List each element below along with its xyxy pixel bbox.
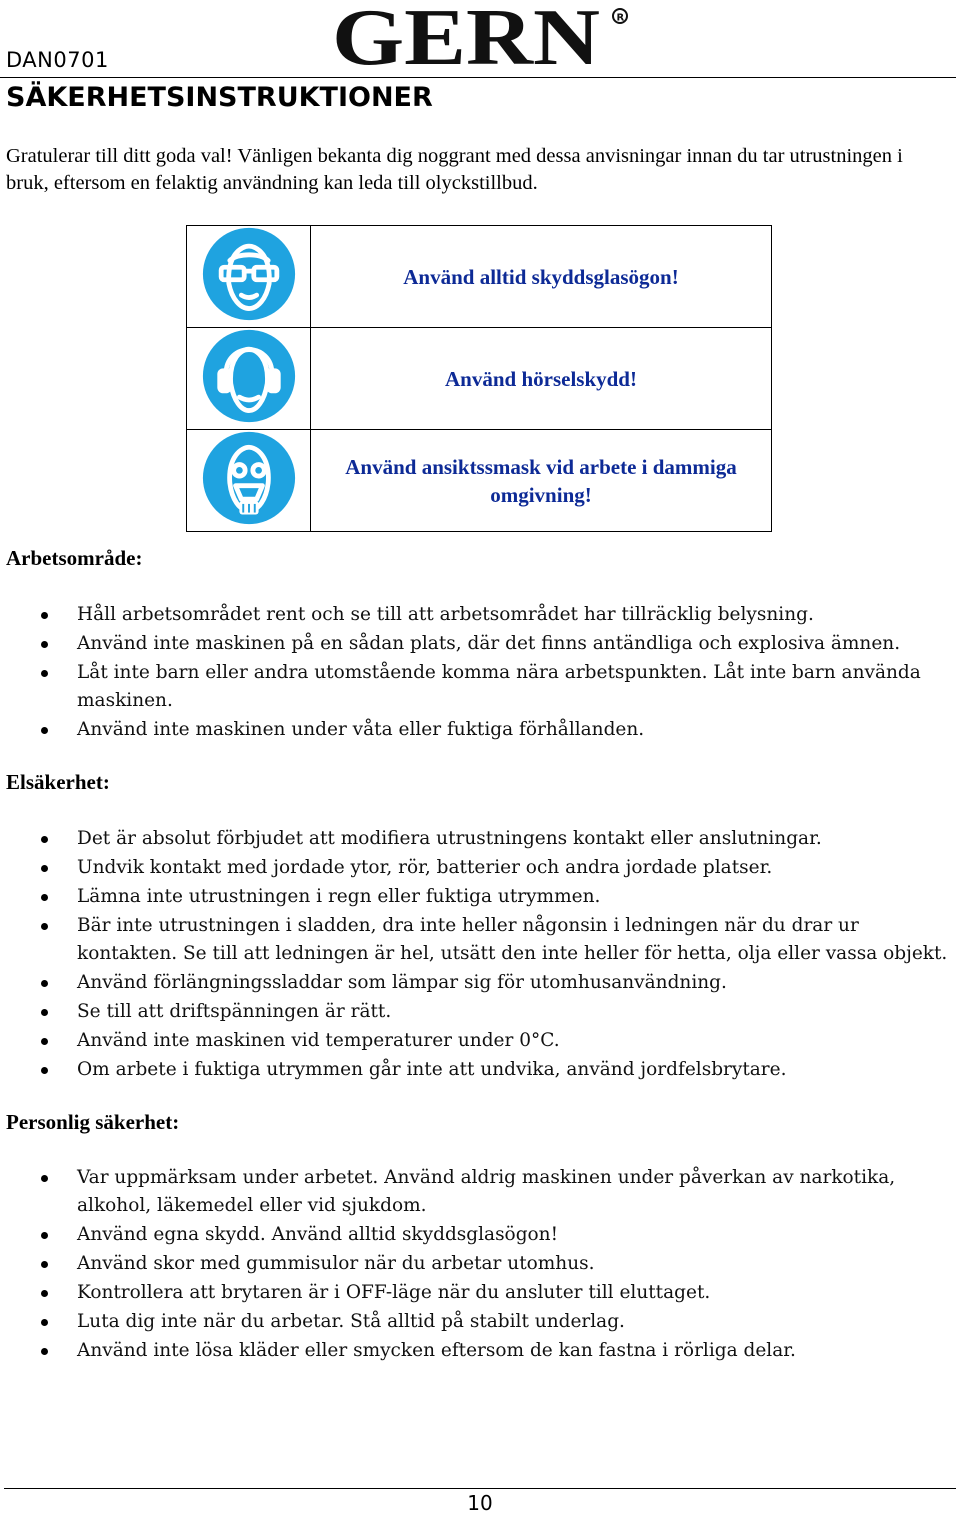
list-item: Använd inte maskinen under våta eller fuktiga förhållanden.: [0, 716, 955, 744]
list-item: Använd förlängningssladdar som lämpar sig för utomhusanvändning.: [0, 969, 955, 997]
list-item: Om arbete i fuktiga utrymmen går inte att undvika, använd jordfelsbrytare.: [0, 1056, 955, 1084]
list-item: Använd inte maskinen på en sådan plats, där det finns antändliga och explosiva ämnen.: [0, 630, 955, 658]
list-item: Var uppmärksam under arbetet. Använd aldrig maskinen under påverkan av narkotika, alkohol, läkemedel eller vid sjukdom.: [0, 1164, 955, 1219]
svg-text:R: R: [616, 12, 625, 24]
list-item: Använd inte maskinen vid temperaturer under 0°C.: [0, 1027, 955, 1055]
header-divider: [0, 77, 956, 78]
svg-text:GERN: GERN: [332, 0, 600, 70]
electrical-safety-list: [0, 825, 955, 1085]
safety-sign-row: [187, 328, 772, 430]
personal-safety-list: [0, 1164, 955, 1366]
safety-sign-row: [187, 430, 772, 532]
section-heading-work-area: Arbetsområde:: [6, 546, 143, 570]
section-heading-personal-safety: Personlig säkerhet:: [6, 1110, 180, 1134]
page-title: SÄKERHETSINSTRUKTIONER: [6, 82, 433, 113]
work-area-list: [0, 601, 955, 745]
safety-sign-text: Använd alltid skyddsglasögon!: [311, 226, 772, 328]
section-heading-electrical-safety: Elsäkerhet:: [6, 770, 110, 794]
list-item: Låt inte barn eller andra utomstående komma nära arbetspunkten. Låt inte barn använda maskinen.: [0, 659, 955, 714]
safety-sign-text: Använd hörselskydd!: [311, 328, 772, 430]
list-item: Se till att driftspänningen är rätt.: [0, 998, 955, 1026]
page-number: 10: [467, 1491, 493, 1515]
list-item: Använd inte lösa kläder eller smycken eftersom de kan fastna i rörliga delar.: [0, 1337, 955, 1365]
respirator-mask-icon: [201, 430, 297, 526]
safety-sign-row: [187, 226, 772, 328]
safety-signs-table: [186, 225, 772, 532]
document-code: DAN0701: [6, 48, 109, 72]
list-item: Det är absolut förbjudet att modifiera utrustningens kontakt eller anslutningar.: [0, 825, 955, 853]
intro-paragraph: Gratulerar till ditt goda val! Vänligen bekanta dig noggrant med dessa anvisningar innan du tar utrustningen i bruk, eftersom en felaktig användning kan leda till olyckstillbud.: [6, 145, 903, 194]
footer-divider: [4, 1488, 956, 1489]
list-item: Luta dig inte när du arbetar. Stå alltid på stabilt underlag.: [0, 1308, 955, 1336]
list-item: Håll arbetsområdet rent och se till att arbetsområdet har tillräcklig belysning.: [0, 601, 955, 629]
gern-logo: [332, 0, 632, 70]
safety-sign-icon-cell: [187, 430, 311, 532]
list-item: Bär inte utrustningen i sladden, dra inte heller någonsin i ledningen när du drar ur kontakten. Se till att ledningen är hel, utsätt den inte heller för hetta, olja eller vassa objekt.: [0, 912, 955, 967]
list-item: Använd egna skydd. Använd alltid skyddsglasögon!: [0, 1221, 955, 1249]
safety-sign-icon-cell: [187, 226, 311, 328]
list-item: Kontrollera att brytaren är i OFF-läge när du ansluter till eluttaget.: [0, 1279, 955, 1307]
list-item: Undvik kontakt med jordade ytor, rör, batterier och andra jordade platser.: [0, 854, 955, 882]
safety-sign-icon-cell: [187, 328, 311, 430]
list-item: Lämna inte utrustningen i regn eller fuktiga utrymmen.: [0, 883, 955, 911]
ear-protection-icon: [201, 328, 297, 424]
safety-glasses-icon: [201, 226, 297, 322]
list-item: Använd skor med gummisulor när du arbetar utomhus.: [0, 1250, 955, 1278]
safety-sign-text: Använd ansiktssmask vid arbete i dammiga omgivning!: [311, 430, 772, 532]
